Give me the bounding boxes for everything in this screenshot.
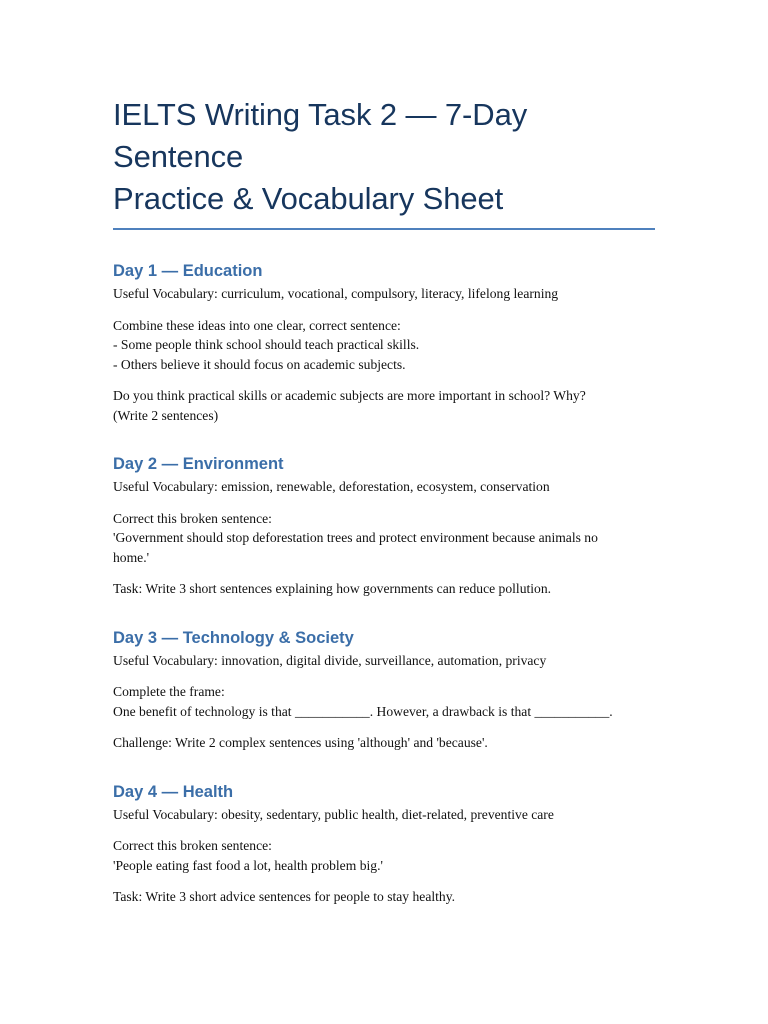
day-3-section bbox=[113, 627, 658, 753]
day-4-heading: Day 4 — Health bbox=[113, 782, 234, 801]
day-4-vocabulary: Useful Vocabulary: obesity, sedentary, public health, diet-related, preventive care bbox=[113, 806, 554, 822]
day-2-section bbox=[113, 453, 658, 599]
document-title bbox=[113, 0, 658, 220]
day-3-p2-line-1: Challenge: Write 2 complex sentences using 'although' and 'because'. bbox=[113, 735, 488, 750]
day-2-exercise-correct bbox=[113, 509, 658, 568]
day-1-exercise-question bbox=[113, 386, 658, 425]
day-2-exercise-task bbox=[113, 579, 658, 599]
document-page bbox=[113, 0, 658, 1024]
day-2-p1-line-1: Correct this broken sentence: bbox=[113, 510, 272, 526]
day-3-vocabulary: Useful Vocabulary: innovation, digital divide, surveillance, automation, privacy bbox=[113, 652, 547, 668]
day-3-exercise-frame bbox=[113, 682, 658, 721]
day-1-section bbox=[113, 260, 658, 425]
day-4-exercise-task bbox=[113, 887, 658, 907]
day-2-p2-line-1: Task: Write 3 short sentences explaining how governments can reduce pollution. bbox=[113, 581, 552, 596]
day-2-heading: Day 2 — Environment bbox=[113, 455, 284, 473]
day-4-exercise-correct bbox=[113, 836, 658, 875]
title-line-2: Practice & Vocabulary Sheet bbox=[113, 181, 504, 216]
day-3-p1-line-1: Complete the frame: bbox=[113, 684, 225, 699]
day-1-p2-line-2: (Write 2 sentences) bbox=[113, 407, 219, 423]
day-1-exercise-combine bbox=[113, 316, 658, 375]
title-divider bbox=[113, 228, 655, 230]
title-line-1: IELTS Writing Task 2 — 7-Day Sentence bbox=[113, 97, 528, 174]
day-2-p1-line-2: 'Government should stop deforestation trees and protect environment because animals no bbox=[113, 530, 598, 545]
day-4-section bbox=[113, 781, 658, 907]
day-3-exercise-challenge bbox=[113, 733, 658, 753]
day-4-p2-line-1: Task: Write 3 short advice sentences for people to stay healthy. bbox=[113, 889, 456, 904]
day-4-p1-line-1: Correct this broken sentence: bbox=[113, 838, 272, 853]
day-1-heading: Day 1 — Education bbox=[113, 262, 263, 280]
day-2-p1-line-3: home.' bbox=[113, 549, 150, 565]
day-1-p1-line-2: - Some people think school should teach practical skills. bbox=[113, 337, 420, 352]
day-1-p1-line-3: - Others believe it should focus on academic subjects. bbox=[113, 356, 406, 372]
day-2-vocabulary: Useful Vocabulary: emission, renewable, deforestation, ecosystem, conservation bbox=[113, 479, 550, 494]
day-1-p2-line-1: Do you think practical skills or academic subjects are more important in school? Why? bbox=[113, 388, 586, 403]
day-4-p1-line-2: 'People eating fast food a lot, health problem big.' bbox=[113, 857, 383, 873]
day-1-vocabulary: Useful Vocabulary: curriculum, vocational, compulsory, literacy, lifelong learning bbox=[113, 286, 559, 301]
day-3-p1-line-2: One benefit of technology is that ___________. However, a drawback is that ___________. bbox=[113, 703, 613, 719]
day-3-heading: Day 3 — Technology & Society bbox=[113, 628, 354, 647]
day-1-p1-line-1: Combine these ideas into one clear, correct sentence: bbox=[113, 317, 401, 333]
